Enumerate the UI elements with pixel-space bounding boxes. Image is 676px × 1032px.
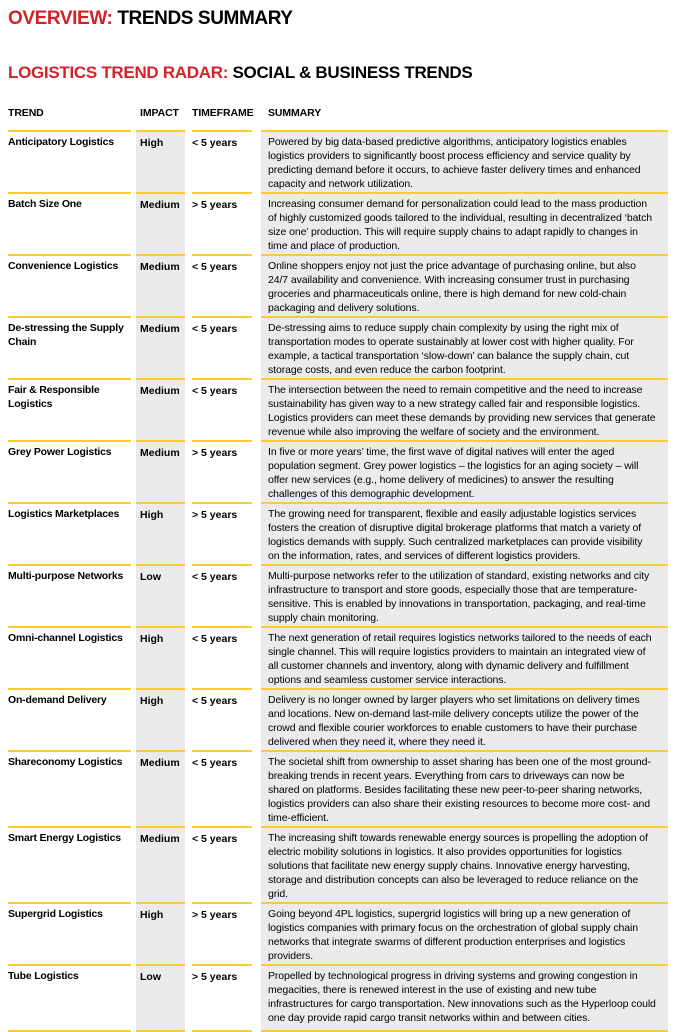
trend-cell: Anticipatory Logistics — [8, 130, 131, 192]
summary-cell: Propelled by technological progress in driving systems and growing congestion in megacities, there is renewed interest in the use of existing and new tube infrastructures for cargo transportation. New innovations such as the Hyperloop could one day provide rapid cargo transit networks within and between cities. — [261, 964, 668, 1032]
impact-cell: Medium — [136, 192, 185, 254]
summary-cell: Delivery is no longer owned by larger players who set limitations on delivery times and locations. New on-demand last-mile delivery concepts utilize the power of the crowd and flexible courier workforces to enable customers to have their purchase delivered when they need it, where they need it. — [261, 688, 668, 750]
timeframe-cell: < 5 years — [192, 130, 252, 192]
trend-cell: Shareconomy Logistics — [8, 750, 131, 826]
timeframe-cell: < 5 years — [192, 564, 252, 626]
summary-cell: The intersection between the need to remain competitive and the need to increase sustainability has given way to a new strategy called fair and responsible logistics. Logistics providers can meet these demands by providing new services that generate revenue while also improving the welfare of society and the environment. — [261, 378, 668, 440]
summary-cell: Multi-purpose networks refer to the utilization of standard, existing networks and city infrastructure to transport and store goods, especially those that are temperature-sensitive. This is enabled by innovations in transportation, packaging, and real-time supply chain monitoring. — [261, 564, 668, 626]
table-row — [8, 316, 668, 378]
column-header-timeframe: TIMEFRAME — [192, 107, 254, 119]
trend-cell: Multi-purpose Networks — [8, 564, 131, 626]
summary-cell: Online shoppers enjoy not just the price advantage of purchasing online, but also 24/7 availability and convenience. With increasing consumer trust in purchasing groceries and pharmaceuticals online, there is high demand for new cold-chain packaging and delivery solutions. — [261, 254, 668, 316]
table-row — [8, 564, 668, 626]
impact-cell: High — [136, 626, 185, 688]
summary-cell: Going beyond 4PL logistics, supergrid logistics will bring up a new generation of logistics companies with primary focus on the orchestration of global supply chain networks that integrate swarms of different production enterprises and logistics providers. — [261, 902, 668, 964]
timeframe-cell: < 5 years — [192, 688, 252, 750]
timeframe-cell: < 5 years — [192, 254, 252, 316]
page-title-prefix: OVERVIEW: — [8, 8, 113, 29]
table-row — [8, 902, 668, 964]
trend-cell: Grey Power Logistics — [8, 440, 131, 502]
trend-cell: De-stressing the Supply Chain — [8, 316, 131, 378]
impact-cell: Medium — [136, 254, 185, 316]
column-header-impact: IMPACT — [140, 107, 179, 119]
impact-cell: High — [136, 688, 185, 750]
section-title — [8, 29, 668, 82]
trend-cell: Logistics Marketplaces — [8, 502, 131, 564]
timeframe-cell: < 5 years — [192, 316, 252, 378]
timeframe-cell: > 5 years — [192, 192, 252, 254]
impact-cell: High — [136, 130, 185, 192]
page-title-text: TRENDS SUMMARY — [112, 8, 293, 29]
impact-cell: Low — [136, 564, 185, 626]
table-row — [8, 192, 668, 254]
trends-table — [8, 107, 668, 1032]
timeframe-cell: > 5 years — [192, 902, 252, 964]
table-row — [8, 440, 668, 502]
table-row — [8, 130, 668, 192]
table-row — [8, 964, 668, 1032]
timeframe-cell: > 5 years — [192, 964, 252, 1032]
column-header-summary: SUMMARY — [268, 107, 322, 119]
table-row — [8, 750, 668, 826]
section-title-prefix: LOGISTICS TREND RADAR: — [8, 63, 229, 82]
table-row — [8, 502, 668, 564]
table-row — [8, 826, 668, 902]
trend-cell: Omni-channel Logistics — [8, 626, 131, 688]
summary-cell: In five or more years’ time, the first wave of digital natives will enter the aged population segment. Grey power logistics – the logistics for an aging society – will offer new services (e.g., home delivery of medicines) to answer the resulting challenges of this demographic development. — [261, 440, 668, 502]
timeframe-cell: > 5 years — [192, 440, 252, 502]
trend-table-body — [8, 130, 668, 1032]
impact-cell: Medium — [136, 826, 185, 902]
summary-cell: The next generation of retail requires logistics networks tailored to the needs of each single channel. This will require logistics providers to maintain an integrated view of all customer channels and inventory, along with dynamic delivery and fulfillment options and seamless customer service interactions. — [261, 626, 668, 688]
section-title-text: SOCIAL & BUSINESS TRENDS — [228, 63, 473, 82]
summary-cell: The societal shift from ownership to asset sharing has been one of the most ground-breaking trends in recent years. Everything from cars to driveways can now be shared on platforms. Besides facilitating these new peer-to-peer sharing networks, logistics providers can also share their existing resources to become more cost- and time-efficient. — [261, 750, 668, 826]
trend-cell: Convenience Logistics — [8, 254, 131, 316]
trend-cell: Fair & Responsible Logistics — [8, 378, 131, 440]
trend-cell: Tube Logistics — [8, 964, 131, 1032]
impact-cell: Medium — [136, 440, 185, 502]
table-row — [8, 254, 668, 316]
summary-cell: Increasing consumer demand for personalization could lead to the mass production of highly customized goods tailored to the individual, resulting in decentralized ‘batch size one’ production. This will require supply chains to adapt rapidly to changes in time and place of production. — [261, 192, 668, 254]
timeframe-cell: < 5 years — [192, 826, 252, 902]
impact-cell: Medium — [136, 316, 185, 378]
page-title — [8, 0, 668, 29]
timeframe-cell: < 5 years — [192, 378, 252, 440]
summary-cell: De-stressing aims to reduce supply chain complexity by using the right mix of transportation modes to operate sustainably at lower cost with higher quality. For example, a tactical transportation ‘slow-down’ can balance the supply chain, cut storage costs, and even reduce the carbon footprint. — [261, 316, 668, 378]
impact-cell: Medium — [136, 750, 185, 826]
summary-cell: The growing need for transparent, flexible and easily adjustable logistics services fosters the creation of disruptive digital brokerage platforms that match a variety of logistics demands with supply. Such centralized marketplaces can provide visibility on the information, rates, and services of different logistics providers. — [261, 502, 668, 564]
impact-cell: Medium — [136, 378, 185, 440]
trend-cell: Supergrid Logistics — [8, 902, 131, 964]
trend-cell: Smart Energy Logistics — [8, 826, 131, 902]
column-header-trend: TREND — [8, 107, 44, 119]
summary-cell: Powered by big data-based predictive algorithms, anticipatory logistics enables logistics providers to significantly boost process efficiency and service quality by predicting demand before it occurs, to achieve faster delivery times and enhanced capacity and network utilization. — [261, 130, 668, 192]
table-row — [8, 688, 668, 750]
impact-cell: High — [136, 502, 185, 564]
timeframe-cell: < 5 years — [192, 626, 252, 688]
table-row — [8, 378, 668, 440]
impact-cell: Low — [136, 964, 185, 1032]
timeframe-cell: < 5 years — [192, 750, 252, 826]
impact-cell: High — [136, 902, 185, 964]
trend-cell: On-demand Delivery — [8, 688, 131, 750]
summary-cell: The increasing shift towards renewable energy sources is propelling the adoption of electric mobility solutions in logistics. It also provides opportunities for logistics solutions that facilitate new energy supply chains. Innovative energy harvesting, storage and distribution concepts can also be leveraged to reduce reliance on the grid. — [261, 826, 668, 902]
table-row — [8, 626, 668, 688]
timeframe-cell: > 5 years — [192, 502, 252, 564]
table-header-row — [8, 107, 668, 130]
trend-cell: Batch Size One — [8, 192, 131, 254]
